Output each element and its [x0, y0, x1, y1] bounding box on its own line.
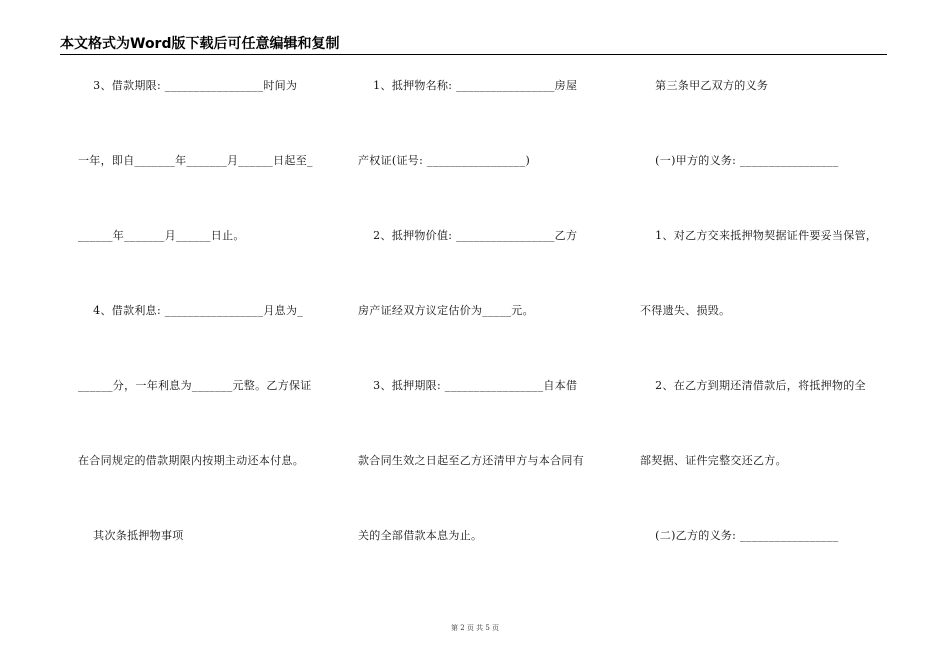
text-line: 4、借款利息: _________________月息为_	[78, 304, 304, 317]
text-line: 房产证经双方议定估价为_____元。	[358, 304, 534, 317]
text-line: 2、抵押物价值: _________________乙方	[358, 229, 578, 242]
header-divider	[60, 54, 887, 55]
text-line: 1、抵押物名称: _________________房屋	[358, 79, 578, 92]
text-line: 1、对乙方交来抵押物契据证件要妥当保管，	[640, 229, 878, 242]
text-line: 关的全部借款本息为止。	[358, 529, 483, 542]
text-line: 3、抵押期限: _________________自本借	[358, 379, 578, 392]
text-line: ______年_______月______日止。	[78, 229, 245, 242]
text-line: 部契据、证件完整交还乙方。	[640, 454, 787, 467]
text-line: 2、在乙方到期还清借款后，将抵押物的全	[640, 379, 866, 392]
text-line: 在合同规定的借款期限内按期主动还本付息。	[78, 454, 304, 467]
text-line: (二)乙方的义务: _________________	[640, 529, 839, 542]
text-line: 不得遗失、损毁。	[640, 304, 731, 317]
text-line: 第三条甲乙双方的义务	[640, 79, 769, 92]
text-line: (一)甲方的义务: _________________	[640, 154, 839, 167]
text-line: ______分，一年利息为_______元整。乙方保证	[78, 379, 312, 392]
text-line: 产权证(证号: _________________)	[358, 154, 531, 167]
text-line: 款合同生效之日起至乙方还清甲方与本合同有	[358, 454, 584, 467]
document-header-title: 本文格式为Word版下载后可任意编辑和复制	[60, 36, 340, 52]
text-line: 其次条抵押物事项	[78, 529, 184, 542]
text-line: 3、借款期限: _________________时间为	[78, 79, 298, 92]
text-line: 一年，即自_______年_______月______日起至_	[78, 154, 313, 167]
page-number: 第 2 页 共 5 页	[450, 624, 500, 632]
